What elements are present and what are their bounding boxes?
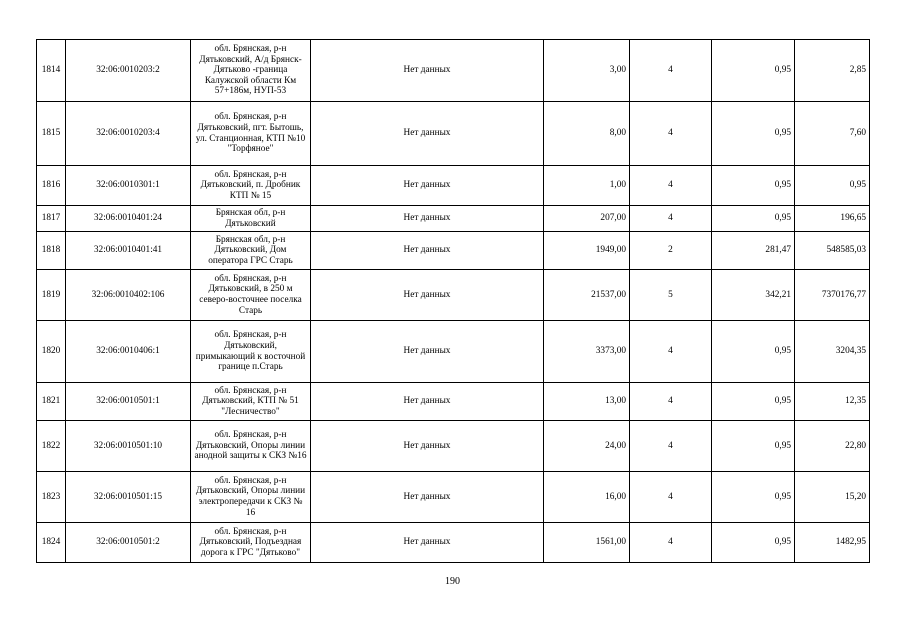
cadastral-number: 32:06:0010501:10 [66, 421, 191, 472]
cadastral-number: 32:06:0010301:1 [66, 166, 191, 206]
rate: 0,95 [712, 383, 795, 421]
rate: 0,95 [712, 523, 795, 563]
value: 548585,03 [795, 232, 870, 270]
cadastral-number: 32:06:0010203:2 [66, 40, 191, 102]
value: 7370176,77 [795, 270, 870, 321]
rate: 0,95 [712, 40, 795, 102]
area: 21537,00 [544, 270, 630, 321]
table-row [37, 166, 870, 206]
row-number: 1821 [37, 383, 66, 421]
rate: 0,95 [712, 102, 795, 166]
address: обл. Брянская, р-н Дятьковский, примыкающий к восточной границе п.Старь [191, 321, 311, 383]
table-row [37, 40, 870, 102]
group: 4 [630, 40, 712, 102]
address: обл. Брянская, р-н Дятьковский, А/д Брянск-Дятьково -граница Калужской области Км 57+186м, НУП-53 [191, 40, 311, 102]
page-number: 190 [445, 576, 460, 587]
rate: 342,21 [712, 270, 795, 321]
row-number: 1818 [37, 232, 66, 270]
address: Брянская обл, р-н Дятьковский [191, 206, 311, 232]
group: 4 [630, 421, 712, 472]
cadastral-number: 32:06:0010401:41 [66, 232, 191, 270]
address: обл. Брянская, р-н Дятьковский, п. Дробник КТП № 15 [191, 166, 311, 206]
table-row [37, 523, 870, 563]
row-number: 1820 [37, 321, 66, 383]
rate: 0,95 [712, 472, 795, 523]
value: 3204,35 [795, 321, 870, 383]
cadastral-number: 32:06:0010402:106 [66, 270, 191, 321]
area: 3,00 [544, 40, 630, 102]
row-number: 1815 [37, 102, 66, 166]
address: обл. Брянская, р-н Дятьковский, Опоры линии электропередачи к СКЗ № 16 [191, 472, 311, 523]
area: 16,00 [544, 472, 630, 523]
row-number: 1823 [37, 472, 66, 523]
value: 15,20 [795, 472, 870, 523]
area: 24,00 [544, 421, 630, 472]
value: 22,80 [795, 421, 870, 472]
land-use: Нет данных [311, 102, 544, 166]
cadastral-number: 32:06:0010401:24 [66, 206, 191, 232]
cadastral-number: 32:06:0010501:15 [66, 472, 191, 523]
value: 7,60 [795, 102, 870, 166]
table-row [37, 270, 870, 321]
area: 207,00 [544, 206, 630, 232]
group: 4 [630, 472, 712, 523]
row-number: 1817 [37, 206, 66, 232]
cadastral-table [36, 39, 870, 563]
cadastral-number: 32:06:0010406:1 [66, 321, 191, 383]
table-row [37, 321, 870, 383]
rate: 281,47 [712, 232, 795, 270]
address: обл. Брянская, р-н Дятьковский, пгт. Бытошь, ул. Станционная, КТП №10 "Торфяное" [191, 102, 311, 166]
address: обл. Брянская, р-н Дятьковский, КТП № 51 "Лесничество" [191, 383, 311, 421]
area: 3373,00 [544, 321, 630, 383]
land-use: Нет данных [311, 321, 544, 383]
group: 4 [630, 102, 712, 166]
land-use: Нет данных [311, 270, 544, 321]
table-row [37, 232, 870, 270]
land-use: Нет данных [311, 421, 544, 472]
area: 1949,00 [544, 232, 630, 270]
value: 196,65 [795, 206, 870, 232]
rate: 0,95 [712, 321, 795, 383]
land-use: Нет данных [311, 206, 544, 232]
row-number: 1814 [37, 40, 66, 102]
table-row [37, 102, 870, 166]
rate: 0,95 [712, 206, 795, 232]
group: 4 [630, 166, 712, 206]
table-row [37, 472, 870, 523]
value: 2,85 [795, 40, 870, 102]
address: обл. Брянская, р-н Дятьковский, Подъездная дорога к ГРС "Дятьково" [191, 523, 311, 563]
land-use: Нет данных [311, 383, 544, 421]
row-number: 1822 [37, 421, 66, 472]
area: 1,00 [544, 166, 630, 206]
table-row [37, 383, 870, 421]
row-number: 1824 [37, 523, 66, 563]
group: 2 [630, 232, 712, 270]
group: 4 [630, 383, 712, 421]
value: 1482,95 [795, 523, 870, 563]
address: обл. Брянская, р-н Дятьковский, Опоры линии анодной защиты к СКЗ №16 [191, 421, 311, 472]
address: Брянская обл, р-н Дятьковский, Дом оператора ГРС Старь [191, 232, 311, 270]
land-use: Нет данных [311, 523, 544, 563]
table-body [37, 40, 870, 563]
cadastral-number: 32:06:0010203:4 [66, 102, 191, 166]
land-use: Нет данных [311, 232, 544, 270]
group: 4 [630, 206, 712, 232]
cadastral-number: 32:06:0010501:1 [66, 383, 191, 421]
group: 5 [630, 270, 712, 321]
group: 4 [630, 523, 712, 563]
table-row [37, 421, 870, 472]
value: 12,35 [795, 383, 870, 421]
address: обл. Брянская, р-н Дятьковский, в 250 м северо-восточнее поселка Старь [191, 270, 311, 321]
value: 0,95 [795, 166, 870, 206]
land-use: Нет данных [311, 166, 544, 206]
land-use: Нет данных [311, 472, 544, 523]
table-row [37, 206, 870, 232]
rate: 0,95 [712, 421, 795, 472]
rate: 0,95 [712, 166, 795, 206]
row-number: 1816 [37, 166, 66, 206]
area: 8,00 [544, 102, 630, 166]
area: 1561,00 [544, 523, 630, 563]
land-use: Нет данных [311, 40, 544, 102]
area: 13,00 [544, 383, 630, 421]
cadastral-number: 32:06:0010501:2 [66, 523, 191, 563]
group: 4 [630, 321, 712, 383]
row-number: 1819 [37, 270, 66, 321]
